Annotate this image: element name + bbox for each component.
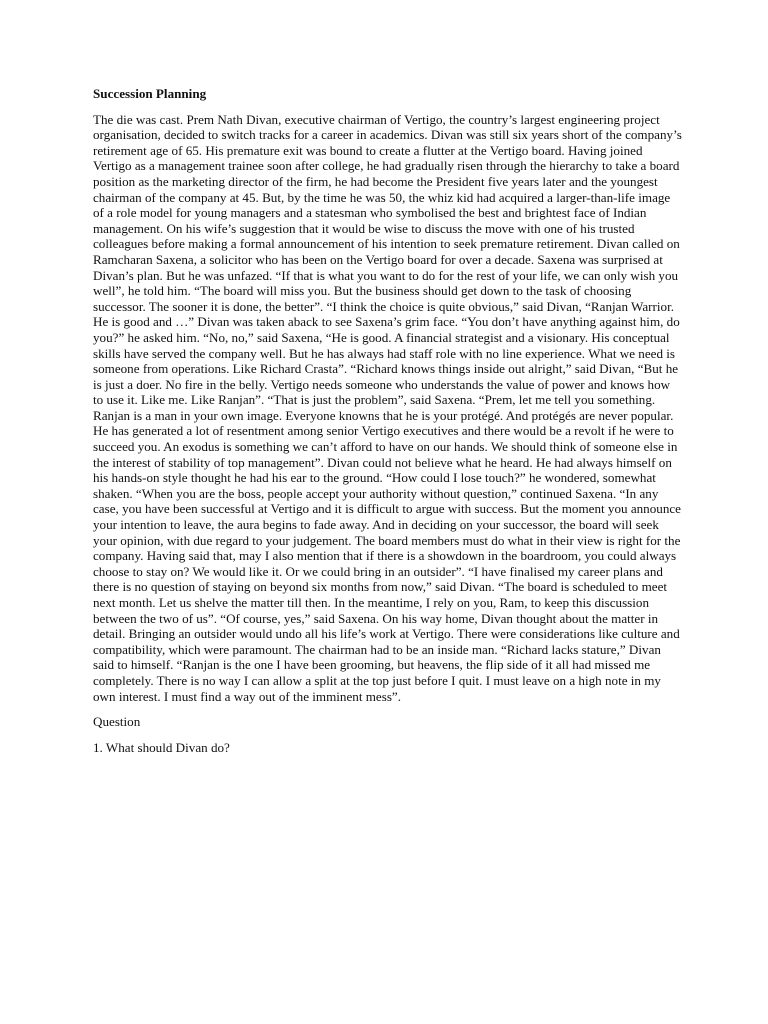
case-study-paragraph: The die was cast. Prem Nath Divan, executive chairman of Vertigo, the country’s largest engineering project organisation, decided to switch tracks for a career in academics. Divan was still six years short of the company’s retirement age of 65. His premature exit was bound to create a flutter at the Vertigo board. Having joined Vertigo as a management trainee soon after college, he had gradually risen through the hierarchy to take a board position as the marketing director of the firm, he had become the President five years later and the youngest chairman of the company at 45. But, by the time he was 50, the whiz kid had acquired a larger-than-life image of a role model for young managers and a statesman who symbolised the best and brightest face of Indian management. On his wife’s suggestion that it would be wise to discuss the move with one of his trusted colleagues before making a formal announcement of his intention to seek premature retirement. Divan called on Ramcharan Saxena, a solicitor who has been on the Vertigo board for over a decade. Saxena was surprised at Divan’s plan. But he was unfazed. “If that is what you want to do for the rest of your life, we can only wish you well”, he told him. “The board will miss you. But the business should get down to the task of choosing successor. The sooner it is done, the better”. “I think the choice is quite obvious,” said Divan, “Ranjan Warrior. He is good and …” Divan was taken aback to see Saxena’s grim face. “You don’t have anything against him, do you?” he asked him. “No, no,” said Saxena, “He is good. A financial strategist and a visionary. His conceptual skills have served the company well. But he has always had staff role with no line experience. What we need is someone from operations. Like Richard Crasta”. “Richard knows things inside out alright,” said Divan, “But he is just a doer. No fire in the belly. Vertigo needs someone who understands the value of power and knows how to use it. Like me. Like Ranjan”. “That is just the problem”, said Saxena. “Prem, let me tell you something. Ranjan is a man in your own image. Everyone knowns that he is your protégé. And protégés are never popular. He has generated a lot of resentment among senior Vertigo executives and there would be a revolt if he were to succeed you. An exodus is something we can’t afford to have on our hands. We should think of someone else in the interest of stability of top management”. Divan could not believe what he heard. He had always himself on his hands-on style thought he had his ear to the ground. “How could I lose touch?” he wondered, somewhat shaken. “When you are the boss, people accept your authority without question,” continued Saxena. “In any case, you have been successful at Vertigo and it is difficult to argue with success. But the moment you announce your intention to leave, the aura begins to fade away. And in deciding on your successor, the board will seek your opinion, with due regard to your judgement. The board members must do what in their view is right for the company. Having said that, may I also mention that if there is a showdown in the boardroom, you could always choose to stay on? We would like it. Or we could bring in an outsider”. “I have finalised my career plans and there is no question of staying on beyond six months from now,” said Divan. “The board is scheduled to meet next month. Let us shelve the matter till then. In the meantime, I rely on you, Ram, to keep this discussion between the two of us”. “Of course, yes,” said Saxena. On his way home, Divan thought about the matter in detail. Bringing an outsider would undo all his life’s work at Vertigo. There were considerations like culture and compatibility, which were paramount. The chairman had to be an inside man. “Richard lacks stature,” Divan said to himself. “Ranjan is the one I have been grooming, but heavens, the flip side of it all had missed me completely. There is no way I can allow a split at the top just before I quit. I must leave on a high note in my own interest. I must find a way out of the imminent mess”. xyxy=(93,111,682,704)
document-content xyxy=(93,86,683,755)
question-heading: Question xyxy=(93,714,141,730)
question-item: 1. What should Divan do? xyxy=(93,739,230,755)
document-title: Succession Planning xyxy=(93,86,207,101)
